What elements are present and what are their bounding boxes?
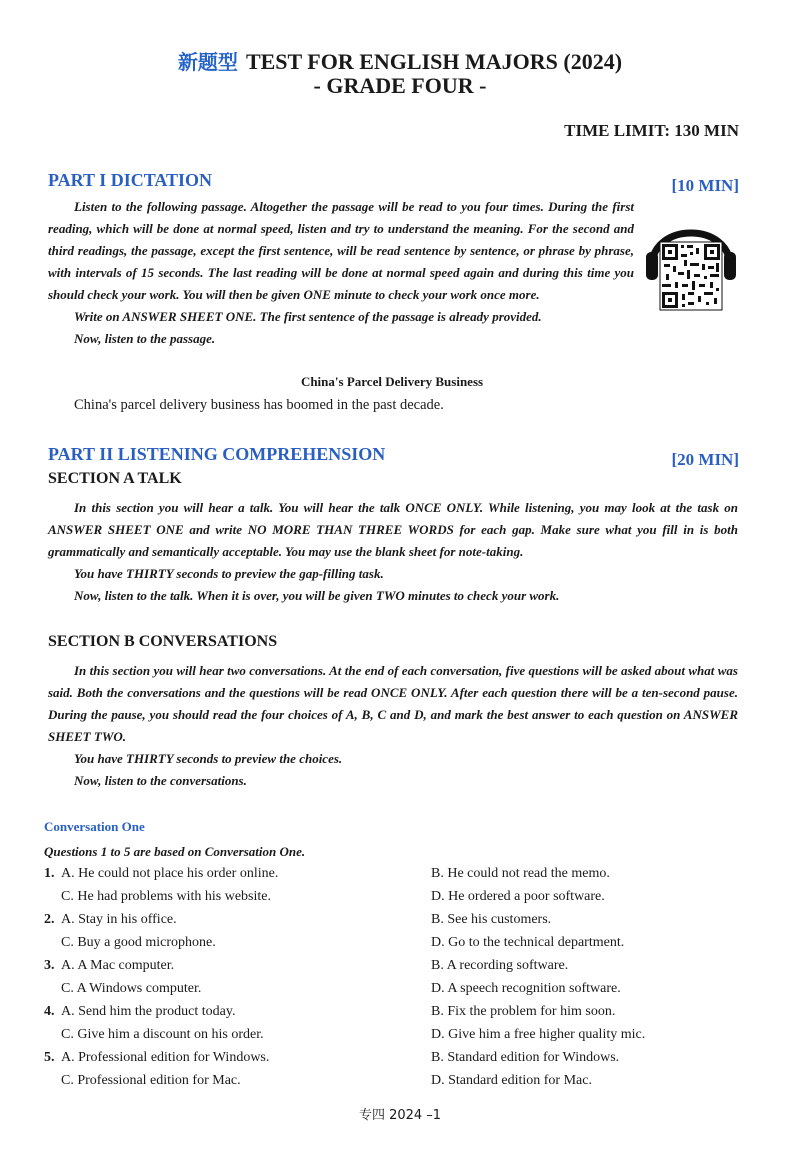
first-sentence: China's parcel delivery business has boomed in the past decade. [74,397,444,413]
question-row [44,885,744,908]
test-title [0,50,800,74]
question-number: 3. [44,958,55,973]
option-a: A. Professional edition for Windows. [61,1050,270,1065]
part1-instruction-3: Now, listen to the passage. [74,331,216,346]
question-number: 2. [44,912,55,927]
question-row [44,977,744,1000]
title-line-2: - GRADE FOUR - [313,73,487,98]
conversation-one-note-text: Questions 1 to 5 are based on Conversation One. [44,844,306,859]
part2-heading: PART II LISTENING COMPREHENSION [48,444,386,464]
brand-label: 新题型 [177,50,238,74]
conversation-one-note [44,841,305,863]
section-a-heading: SECTION A TALK [48,470,182,487]
option-a: A. Send him the product today. [61,1004,236,1019]
question-number: 4. [44,1004,55,1019]
section-b-instruction-3: Now, listen to the conversations. [74,773,247,788]
question-number: 5. [44,1050,55,1065]
option-b: B. See his customers. [431,912,552,927]
option-d: D. Give him a free higher quality mic. [431,1027,646,1042]
option-c: C. Professional edition for Mac. [61,1073,241,1088]
page-number: 专四 2024 –1 [358,1108,442,1123]
option-b: B. He could not read the memo. [431,866,610,881]
option-d: D. A speech recognition software. [431,981,621,996]
section-a-instruction-3: Now, listen to the talk. When it is over, you will be given TWO minutes to check your work. [74,588,560,603]
option-d: D. He ordered a poor software. [431,889,605,904]
time-limit: TIME LIMIT: 130 MIN [564,121,739,140]
section-b-heading: SECTION B CONVERSATIONS [48,633,278,650]
part1-instructions [48,196,634,350]
question-number: 1. [44,866,55,881]
option-a: A. Stay in his office. [61,912,177,927]
option-c: C. Give him a discount on his order. [61,1027,264,1042]
section-b-instruction-1: In this section you will hear two conversations. At the end of each conversation, five questions will be asked about what was said. Both the conversations and the questions will be read ONCE ONLY. After each question there will be a ten-second pause. During the pause, you should read the four choices of A, B, C and D, and mark the best answer to each question on ANSWER SHEET TWO. [48,663,738,744]
question-row [44,1046,744,1069]
section-b-instructions [48,660,738,792]
question-row [44,931,744,954]
title-line-1: TEST FOR ENGLISH MAJORS (2024) [245,49,623,74]
question-list [44,862,744,1092]
option-d: D. Standard edition for Mac. [431,1073,592,1088]
question-row [44,862,744,885]
conversation-one-heading: Conversation One [44,819,145,834]
part1-heading: PART I DICTATION [48,170,213,190]
option-c: C. A Windows computer. [61,981,202,996]
question-row [44,1069,744,1092]
section-b-instruction-2: You have THIRTY seconds to preview the choices. [74,751,343,766]
question-row [44,908,744,931]
section-a-instruction-1: In this section you will hear a talk. You will hear the talk ONCE ONLY. While listening, you may look at the task on ANSWER SHEET ONE and write NO MORE THAN THREE WORDS for each gap. Make sure what you fill in is both grammatically and semantically acceptable. You may use the blank sheet for note-taking. [48,500,738,559]
option-b: B. Fix the problem for him soon. [431,1004,616,1019]
option-a: A. He could not place his order online. [61,866,279,881]
section-a-instruction-2: You have THIRTY seconds to preview the gap-filling task. [74,566,384,581]
option-c: C. He had problems with his website. [61,889,271,904]
option-b: B. A recording software. [431,958,569,973]
part1-minutes: [10 MIN] [671,176,739,195]
question-row [44,1000,744,1023]
part1-instruction-2: Write on ANSWER SHEET ONE. The first sentence of the passage is already provided. [74,309,542,324]
option-b: B. Standard edition for Windows. [431,1050,620,1065]
option-d: D. Go to the technical department. [431,935,625,950]
passage-title: China's Parcel Delivery Business [300,374,484,389]
part2-minutes: [20 MIN] [671,450,739,469]
part1-instruction-1: Listen to the following passage. Altogether the passage will be read to you four times. During the first reading, which will be done at normal speed, listen and try to understand the meaning. For the second and third readings, the passage, except the first sentence, will be read sentence by sentence, or phrase by phrase, with intervals of 15 seconds. The last reading will be done at normal speed again and during this time you should check your work. You will then be given ONE minute to check your work once more. [48,199,634,302]
option-a: A. A Mac computer. [61,958,175,973]
question-row [44,1023,744,1046]
option-c: C. Buy a good microphone. [61,935,216,950]
section-a-instructions [48,497,738,607]
question-row [44,954,744,977]
qr-code-headphones-icon [644,208,738,312]
